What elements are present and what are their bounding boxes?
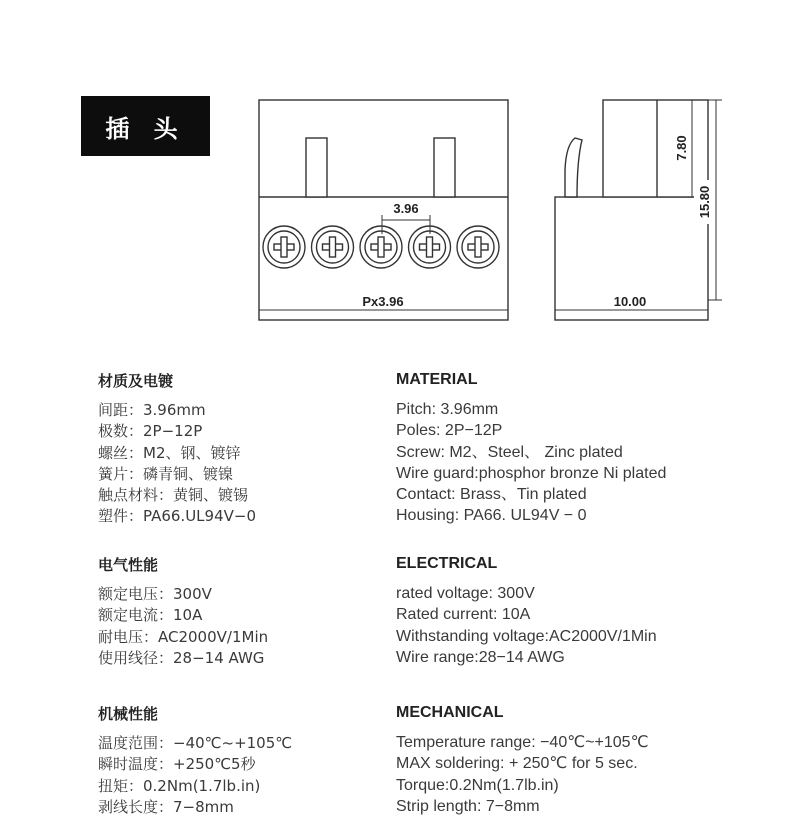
screw-head (263, 226, 305, 268)
section-en-mechanical (396, 702, 649, 817)
cn-material-line-5: 触点材料：黄铜、镀锡 (98, 486, 249, 505)
en-mechanical-line-3: Torque:0.2Nm(1.7lb.in) (396, 776, 559, 794)
en-material-line-3: Screw: M2、Steel、 Zinc plated (396, 443, 623, 461)
cn-electrical-line-2: 额定电流：10A (98, 606, 203, 625)
cn-electrical-line-3: 耐电压：AC2000V/1Min (98, 627, 269, 646)
side-width-dimension-label: 10.00 (613, 294, 647, 309)
screw-head (360, 226, 402, 268)
cn-mechanical-line-3: 扭矩：0.2Nm(1.7lb.in) (98, 776, 261, 795)
top-height-dimension-label: 7.80 (674, 135, 689, 161)
cn-material-line-6: 塑件：PA66.UL94V−0 (98, 507, 256, 526)
screw-head (457, 226, 499, 268)
width-dimension-label: Px3.96 (362, 294, 404, 309)
en-material-line-5: Contact: Brass、Tin plated (396, 486, 587, 504)
title-text: 插 头 (105, 114, 186, 143)
en-mechanical-line-2: MAX soldering: + 250℃ for 5 sec. (396, 755, 638, 773)
cn-electrical-line-1: 额定电压：300V (98, 585, 212, 603)
en-electrical-line-2: Rated current: 10A (396, 606, 531, 624)
en-electrical-line-3: Withstanding voltage:AC2000V/1Min (396, 627, 657, 645)
cn-mechanical-line-2: 瞬时温度：+250℃5秒 (98, 755, 256, 774)
en-electrical-line-1: rated voltage: 300V (396, 585, 535, 602)
cn-material-line-1: 间距：3.96mm (98, 401, 206, 419)
en-material-line-6: Housing: PA66. UL94V − 0 (396, 507, 587, 525)
section-en-material (396, 369, 666, 527)
section-en-electrical (396, 553, 657, 668)
heading-en-mechanical: MECHANICAL (396, 704, 504, 721)
screw-row (263, 226, 499, 268)
cn-material-line-3: 螺丝：M2、钢、镀锌 (98, 443, 241, 462)
en-material-line-1: Pitch: 3.96mm (396, 401, 499, 418)
en-mechanical-line-4: Strip length: 7−8mm (396, 797, 540, 815)
connector-technical-drawing (0, 0, 800, 340)
front-pin-right (434, 138, 455, 197)
section-cn-electrical (98, 554, 268, 669)
side-view-latch (565, 138, 582, 197)
en-mechanical-line-1: Temperature range: −40℃~+105℃ (396, 734, 649, 751)
screw-head (312, 226, 354, 268)
total-height-dimension-label: 15.80 (697, 185, 712, 219)
heading-cn-material: 材质及电镀 (98, 372, 174, 390)
en-electrical-line-4: Wire range:28−14 AWG (396, 648, 565, 666)
heading-en-material: MATERIAL (396, 371, 478, 388)
heading-cn-electrical: 电气性能 (98, 556, 159, 574)
en-material-line-4: Wire guard:phosphor bronze Ni plated (396, 464, 667, 482)
cn-material-line-4: 簧片：磷青铜、镀镍 (98, 464, 234, 483)
cn-mechanical-line-1: 温度范围：−40℃~+105℃ (98, 734, 293, 752)
section-cn-material (98, 370, 256, 528)
heading-cn-mechanical: 机械性能 (98, 705, 159, 723)
en-material-line-2: Poles: 2P−12P (396, 422, 503, 440)
cn-electrical-line-4: 使用线径：28−14 AWG (98, 648, 265, 667)
pitch-dimension-label: 3.96 (393, 201, 419, 216)
front-pin-left (306, 138, 327, 197)
section-cn-mechanical (98, 703, 292, 818)
cn-material-line-2: 极数：2P−12P (98, 422, 203, 441)
cn-mechanical-line-4: 剥线长度：7−8mm (98, 797, 234, 816)
heading-en-electrical: ELECTRICAL (396, 555, 498, 572)
